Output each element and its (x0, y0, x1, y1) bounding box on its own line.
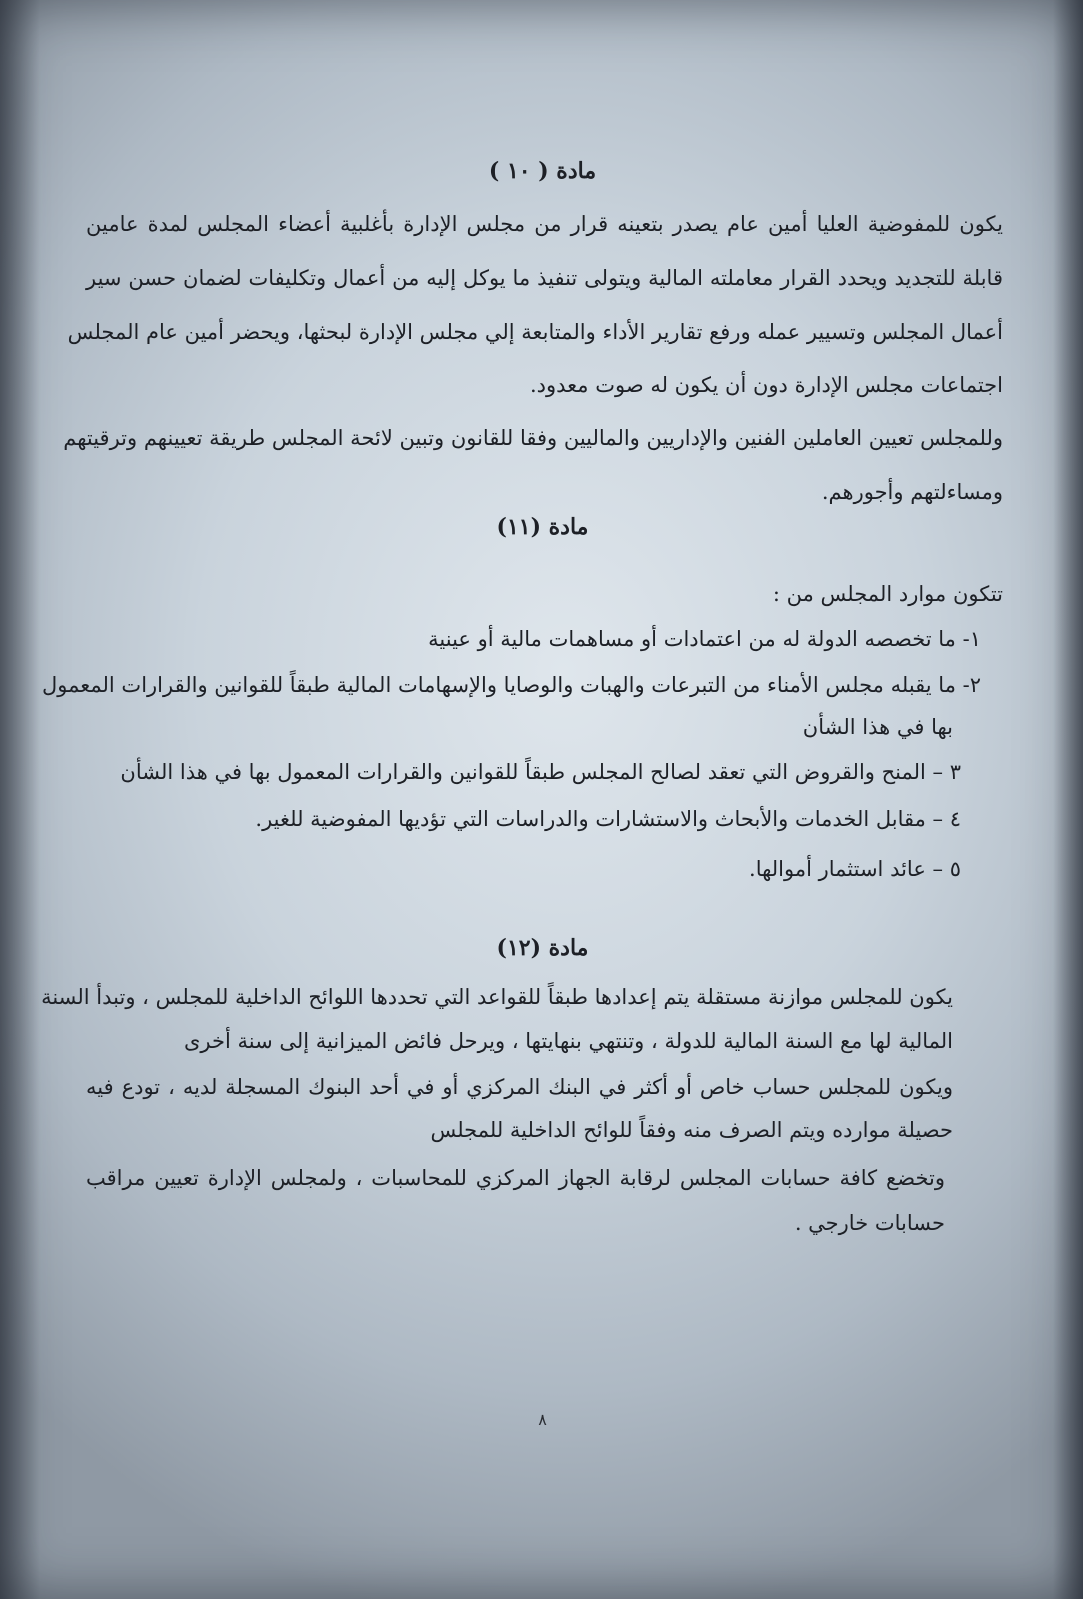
article-12-line-5: وتخضع كافة حسابات المجلس لرقابة الجهاز المركزي للمحاسبات ، ولمجلس الإدارة تعيين مراقب (86, 1166, 945, 1190)
document-body (41, 0, 1003, 1599)
article-11-item-1: ١- ما تخصصه الدولة له من اعتمادات أو مساهمات مالية أو عينية (428, 627, 981, 651)
article-10-line-4: اجتماعات مجلس الإدارة دون أن يكون له صوت معدود. (529, 373, 1003, 397)
article-11-item-4: ٤ – مقابل الخدمات والأبحاث والاستشارات والدراسات التي تؤديها المفوضية للغير. (255, 807, 961, 831)
article-11-item-2-continued: بها في هذا الشأن (802, 715, 953, 739)
article-11-heading: مادة (١١) (496, 514, 589, 540)
article-11-item-2: ٢- ما يقبله مجلس الأمناء من التبرعات والهبات والوصايا والإسهامات المالية طبقاً للقوانين والقرارات المعمول (42, 673, 981, 697)
article-10-line-2: قابلة للتجديد ويحدد القرار معاملته المالية ويتولى تنفيذ ما يوكل إليه من أعمال وتكليفات لضمان حسن سير (86, 266, 1003, 290)
article-12-line-2: المالية لها مع السنة المالية للدولة ، وتنتهي بنهايتها ، ويرحل فائض الميزانية إلى سنة أخرى (183, 1029, 953, 1053)
article-12-line-1: يكون للمجلس موازنة مستقلة يتم إعدادها طبقاً للقواعد التي تحددها اللوائح الداخلية للمجلس ، وتبدأ السنة (41, 985, 953, 1009)
article-10-line-1: يكون للمفوضية العليا أمين عام يصدر بتعينه قرار من مجلس الإدارة بأغلبية أعضاء المجلس لمدة عامين (86, 212, 1003, 236)
article-12-line-4: حصيلة موارده ويتم الصرف منه وفقاً للوائح الداخلية للمجلس (430, 1118, 953, 1142)
page-number: ٨ (538, 1410, 547, 1429)
article-12-line-3: ويكون للمجلس حساب خاص أو أكثر في البنك المركزي أو في أحد البنوك المسجلة لديه ، تودع فيه (86, 1075, 953, 1099)
article-10-line-3: أعمال المجلس وتسيير عمله ورفع تقارير الأداء والمتابعة إلي مجلس الإدارة لبحثها، ويحضر أمين عام المجلس (67, 320, 1003, 344)
article-11-item-5: ٥ – عائد استثمار أموالها. (749, 857, 961, 881)
article-11-item-3: ٣ – المنح والقروض التي تعقد لصالح المجلس طبقاً للقوانين والقرارات المعمول بها في هذا الشأن (120, 760, 961, 784)
article-10-heading: مادة ( ١٠ ) (488, 158, 597, 184)
article-10-line-5: وللمجلس تعيين العاملين الفنين والإداريين والماليين وفقا للقانون وتبين لائحة المجلس طريقة تعيينهم وترقيتهم (63, 426, 1003, 450)
article-10-line-6: ومساءلتهم وأجورهم. (821, 480, 1003, 504)
article-12-line-6: حسابات خارجي . (794, 1211, 945, 1235)
article-12-heading: مادة (١٢) (496, 935, 589, 961)
article-11-intro: تتكون موارد المجلس من : (772, 582, 1003, 606)
